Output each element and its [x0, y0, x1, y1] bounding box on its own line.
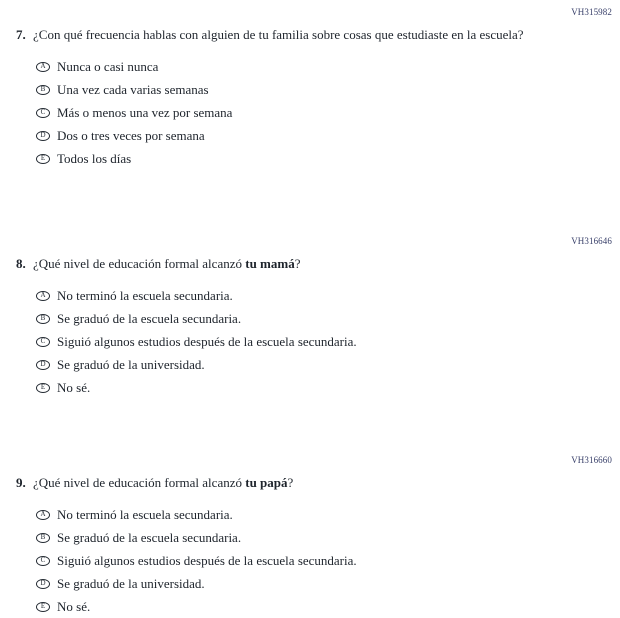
question-number: 7.	[16, 27, 26, 42]
answer-bubble-icon[interactable]	[36, 108, 50, 118]
prompt-bold-text: tu mamá	[245, 256, 295, 271]
answer-option-label: Dos o tres veces por semana	[57, 127, 205, 143]
prompt-suffix-text: ?	[294, 256, 301, 271]
bubble-letter: D	[40, 360, 46, 368]
answer-option-label: Se graduó de la universidad.	[57, 575, 205, 591]
answer-bubble-icon[interactable]	[36, 154, 50, 164]
bubble-letter: B	[40, 314, 46, 322]
answer-option[interactable]	[36, 124, 620, 147]
answer-option[interactable]	[36, 595, 620, 618]
answer-bubble-icon[interactable]	[36, 337, 50, 347]
question-number: 8.	[16, 256, 26, 271]
prompt-suffix-text: ?	[287, 475, 294, 490]
answer-option[interactable]	[36, 526, 620, 549]
question-prompt	[33, 475, 545, 491]
answer-bubble-icon[interactable]	[36, 85, 50, 95]
question-block-9	[0, 456, 620, 618]
answer-bubble-icon[interactable]	[36, 533, 50, 543]
answer-option-label: Nunca o casi nunca	[57, 58, 159, 74]
bubble-letter: C	[40, 556, 46, 564]
prompt-text: ¿Con qué frecuencia hablas con alguien de tu familia sobre cosas que estudiaste en la escuela?	[33, 27, 524, 42]
answer-bubble-icon[interactable]	[36, 556, 50, 566]
answer-option-label: Se graduó de la escuela secundaria.	[57, 310, 242, 326]
question-prompt	[33, 256, 545, 272]
prompt-text: ¿Qué nivel de educación formal alcanzó	[33, 475, 246, 490]
question-header	[16, 27, 620, 43]
bubble-letter: E	[40, 154, 46, 162]
answer-option-label: Siguió algunos estudios después de la escuela secundaria.	[57, 552, 357, 568]
answer-option-label: No sé.	[57, 598, 91, 614]
answer-option-label: No terminó la escuela secundaria.	[57, 287, 233, 303]
answer-option[interactable]	[36, 284, 620, 307]
bubble-letter: D	[40, 579, 46, 587]
answer-bubble-icon[interactable]	[36, 62, 50, 72]
answer-bubble-icon[interactable]	[36, 291, 50, 301]
answer-options-list	[16, 55, 620, 170]
answer-option[interactable]	[36, 376, 620, 399]
question-header	[16, 475, 620, 491]
bubble-letter: E	[40, 383, 46, 391]
answer-bubble-icon[interactable]	[36, 314, 50, 324]
question-number: 9.	[16, 475, 26, 490]
question-block-8	[0, 237, 620, 399]
bubble-letter: E	[40, 602, 46, 610]
bubble-letter: A	[40, 291, 46, 299]
answer-option-label: Una vez cada varias semanas	[57, 81, 209, 97]
bubble-letter: C	[40, 337, 46, 345]
bubble-letter: A	[40, 510, 46, 518]
question-prompt	[33, 27, 545, 43]
answer-option[interactable]	[36, 353, 620, 376]
question-block-7	[0, 8, 620, 170]
answer-option[interactable]	[36, 55, 620, 78]
bubble-letter: A	[40, 62, 46, 70]
answer-option[interactable]	[36, 101, 620, 124]
answer-option-label: Todos los días	[57, 150, 132, 166]
accession-code: VH315982	[571, 7, 612, 17]
answer-option[interactable]	[36, 503, 620, 526]
bubble-letter: D	[40, 131, 46, 139]
answer-option-label: No sé.	[57, 379, 91, 395]
answer-options-list	[16, 503, 620, 618]
answer-option-label: No terminó la escuela secundaria.	[57, 506, 233, 522]
bubble-letter: B	[40, 533, 46, 541]
answer-option[interactable]	[36, 572, 620, 595]
bubble-letter: B	[40, 85, 46, 93]
answer-option[interactable]	[36, 307, 620, 330]
answer-option-label: Siguió algunos estudios después de la escuela secundaria.	[57, 333, 357, 349]
accession-code: VH316646	[571, 236, 612, 246]
answer-bubble-icon[interactable]	[36, 131, 50, 141]
answer-option[interactable]	[36, 549, 620, 572]
answer-bubble-icon[interactable]	[36, 360, 50, 370]
prompt-text: ¿Qué nivel de educación formal alcanzó	[33, 256, 246, 271]
bubble-letter: C	[40, 108, 46, 116]
answer-option-label: Se graduó de la escuela secundaria.	[57, 529, 242, 545]
answer-option[interactable]	[36, 330, 620, 353]
answer-bubble-icon[interactable]	[36, 579, 50, 589]
answer-option-label: Más o menos una vez por semana	[57, 104, 233, 120]
answer-options-list	[16, 284, 620, 399]
answer-option[interactable]	[36, 147, 620, 170]
accession-code: VH316660	[571, 455, 612, 465]
answer-bubble-icon[interactable]	[36, 510, 50, 520]
answer-bubble-icon[interactable]	[36, 383, 50, 393]
answer-option-label: Se graduó de la universidad.	[57, 356, 205, 372]
prompt-bold-text: tu papá	[245, 475, 288, 490]
answer-bubble-icon[interactable]	[36, 602, 50, 612]
answer-option[interactable]	[36, 78, 620, 101]
question-header	[16, 256, 620, 272]
